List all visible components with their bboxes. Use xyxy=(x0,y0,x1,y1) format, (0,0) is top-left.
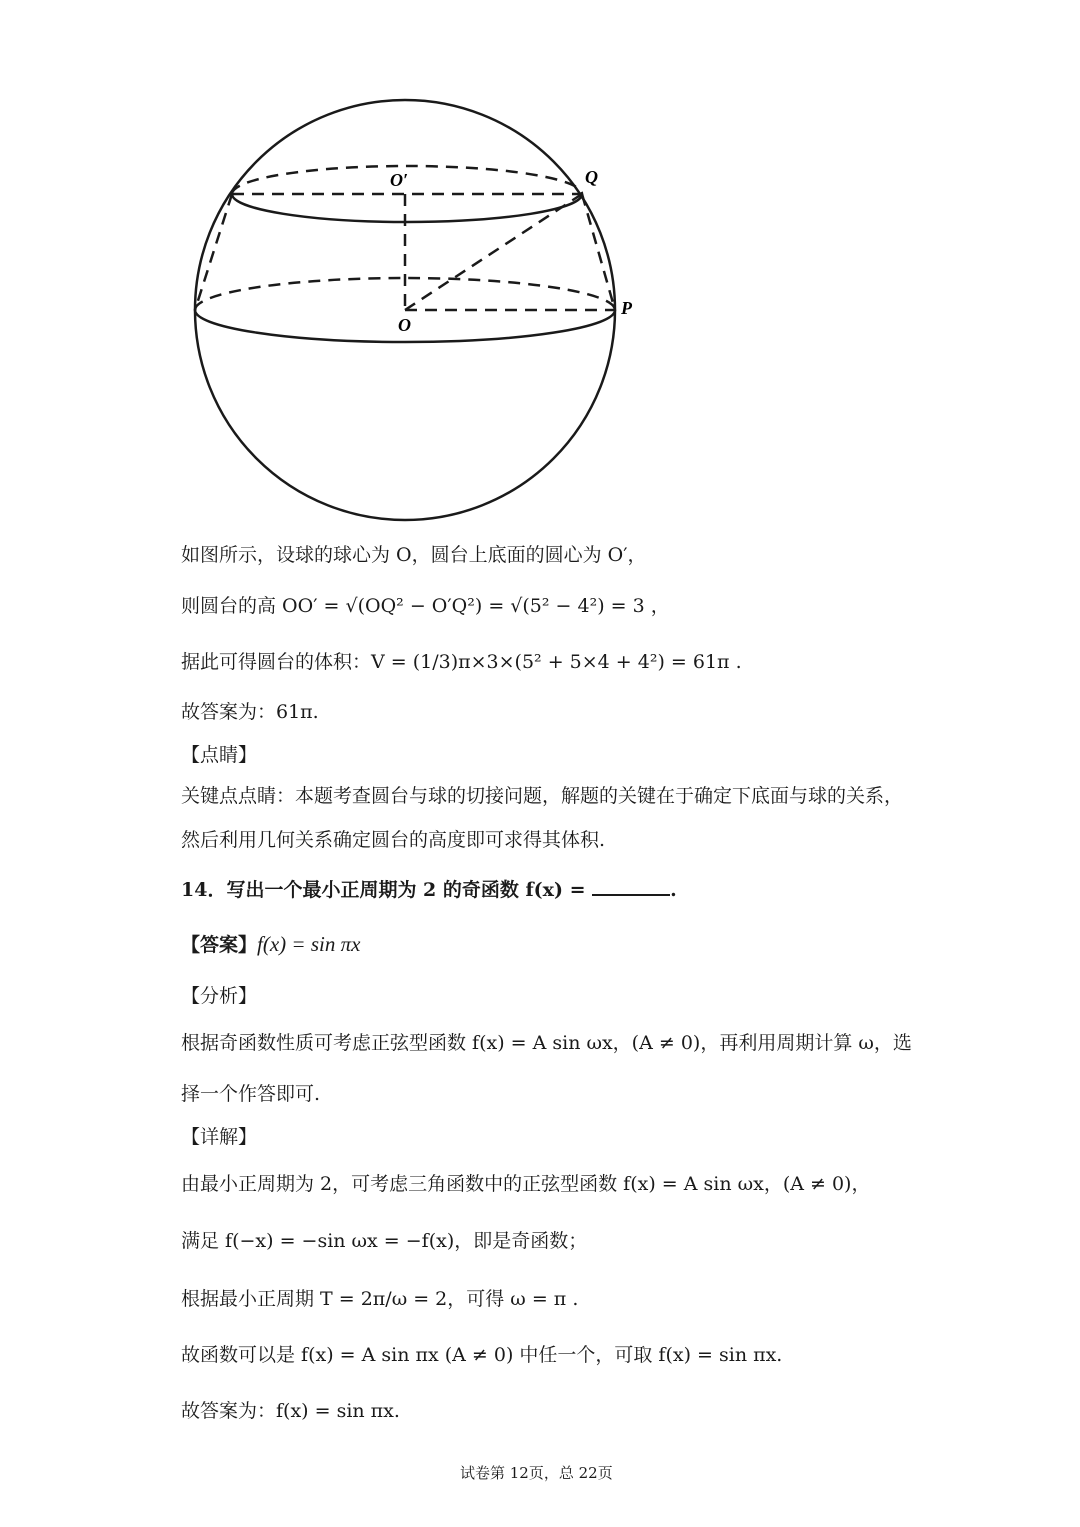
dianjing-line-1: 关键点点睛：本题考查圆台与球的切接问题，解题的关键在于确定下底面与球的关系， xyxy=(181,785,904,807)
label-o: O xyxy=(398,315,411,335)
page-footer: 试卷第 12页，总 22页 xyxy=(460,1464,613,1482)
dianjing-header: 【点睛】 xyxy=(181,744,258,766)
detail-header: 【详解】 xyxy=(181,1126,258,1148)
solution-line-3: 据此可得圆台的体积：V = (1/3)π×3×(5² + 5×4 + 4²) = 61π . xyxy=(181,651,742,673)
label-q: Q xyxy=(585,167,598,187)
analysis-header: 【分析】 xyxy=(181,985,258,1007)
question-14-text: 14．写出一个最小正周期为 2 的奇函数 f(x) = xyxy=(181,879,593,901)
dianjing-line-2: 然后利用几何关系确定圆台的高度即可求得其体积. xyxy=(181,829,606,851)
top-ellipse-front xyxy=(232,194,582,222)
solution-line-4: 故答案为：61π. xyxy=(181,701,319,723)
radius-oq xyxy=(405,194,582,310)
detail-line-4: 故函数可以是 f(x) = A sin πx (A ≠ 0) 中任一个，可取 f(x) = sin πx. xyxy=(181,1344,783,1366)
frustum-right-side xyxy=(582,194,615,310)
answer-label: 【答案】 xyxy=(181,934,258,956)
answer-line xyxy=(181,932,360,957)
answer-blank xyxy=(592,876,670,896)
label-o-prime: O′ xyxy=(390,170,409,190)
answer-value: f(x) = sin πx xyxy=(257,932,361,956)
solution-line-1: 如图所示，设球的球心为 O，圆台上底面的圆心为 O′， xyxy=(181,544,647,566)
detail-line-5: 故答案为：f(x) = sin πx. xyxy=(181,1400,400,1422)
label-p: P xyxy=(621,298,632,318)
detail-line-3: 根据最小正周期 T = 2π/ω = 2，可得 ω = π . xyxy=(181,1288,579,1310)
analysis-line-1: 根据奇函数性质可考虑正弦型函数 f(x) = A sin ωx，(A ≠ 0)，再利用周期计算 ω，选 xyxy=(181,1032,912,1054)
sphere-frustum-figure xyxy=(0,0,1080,530)
question-14 xyxy=(181,876,677,902)
analysis-line-2: 择一个作答即可. xyxy=(181,1083,321,1105)
detail-line-2: 满足 f(−x) = −sin ωx = −f(x)，即是奇函数； xyxy=(181,1230,588,1252)
frustum-left-side xyxy=(195,194,232,310)
detail-line-1: 由最小正周期为 2，可考虑三角函数中的正弦型函数 f(x) = A sin ωx，(A ≠ 0)， xyxy=(181,1173,871,1195)
solution-line-2: 则圆台的高 OO′ = √(OQ² − O′Q²) = √(5² − 4²) = 3 ， xyxy=(181,595,670,617)
question-14-end: . xyxy=(670,879,677,901)
